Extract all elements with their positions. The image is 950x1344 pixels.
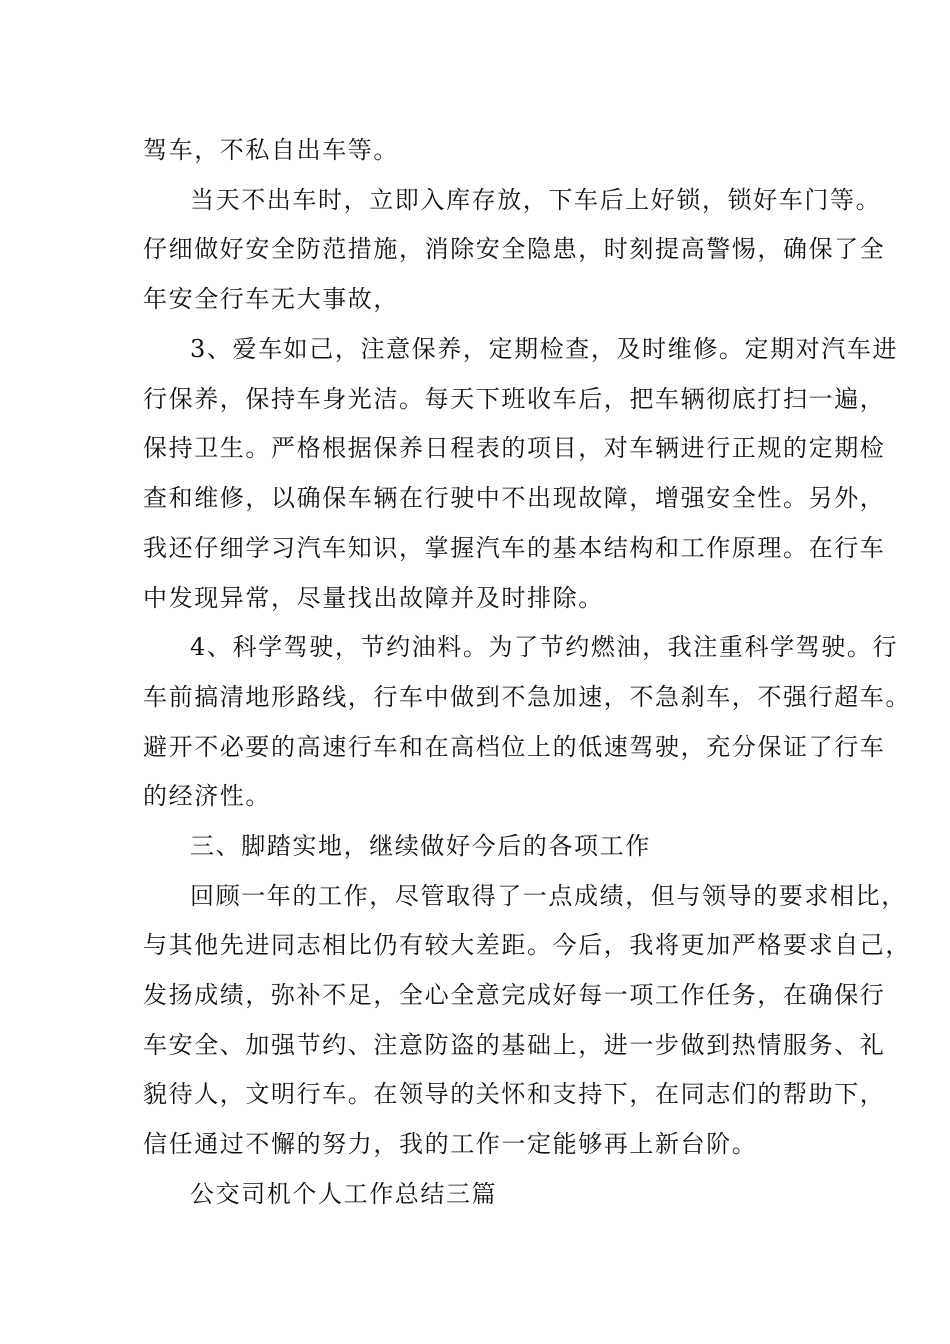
- text-line: 仔细做好安全防范措施，消除安全隐患，时刻提高警惕，确保了全: [143, 235, 886, 263]
- text-line: 我还仔细学习汽车知识，掌握汽车的基本结构和工作原理。在行车: [143, 534, 886, 562]
- text-line: 貌待人，文明行车。在领导的关怀和支持下，在同志们的帮助下，: [143, 1080, 886, 1108]
- paragraph-start: 回顾一年的工作，尽管取得了一点成绩，但与领导的要求相比，: [190, 882, 907, 910]
- text-line: 避开不必要的高速行车和在高档位上的低速驾驶，充分保证了行车: [143, 733, 886, 761]
- section-heading: 三、脚踏实地，继续做好今后的各项工作: [190, 832, 651, 860]
- document-title-line: 公交司机个人工作总结三篇: [190, 1180, 498, 1208]
- paragraph-start: 当天不出车时，立即入库存放，下车后上好锁，锁好车门等。: [190, 186, 882, 214]
- text-line: 中发现异常，尽量找出故障并及时排除。: [143, 584, 604, 612]
- text-line: 驾车，不私自出车等。: [143, 136, 399, 164]
- text-line: 查和维修，以确保车辆在行驶中不出现故障，增强安全性。另外，: [143, 484, 886, 512]
- text-line: 行保养，保持车身光洁。每天下班收车后，把车辆彻底打扫一遍，: [143, 385, 886, 413]
- paragraph-start: 3、爱车如己，注意保养，定期检查，及时维修。定期对汽车进: [190, 335, 899, 363]
- text-line: 保持卫生。严格根据保养日程表的项目，对车辆进行正规的定期检: [143, 434, 886, 462]
- paragraph-start: 4、科学驾驶，节约油料。为了节约燃油，我注重科学驾驶。行: [190, 633, 899, 661]
- text-line: 年安全行车无大事故，: [143, 285, 399, 313]
- text-line: 发扬成绩，弥补不足，全心全意完成好每一项工作任务，在确保行: [143, 981, 886, 1009]
- text-line: 车前搞清地形路线，行车中做到不急加速，不急刹车，不强行超车。: [143, 683, 911, 711]
- text-line: 车安全、加强节约、注意防盗的基础上，进一步做到热情服务、礼: [143, 1031, 886, 1059]
- text-line: 信任通过不懈的努力，我的工作一定能够再上新台阶。: [143, 1130, 758, 1158]
- text-line: 与其他先进同志相比仍有较大差距。今后，我将更加严格要求自己，: [143, 931, 911, 959]
- text-line: 的经济性。: [143, 782, 271, 810]
